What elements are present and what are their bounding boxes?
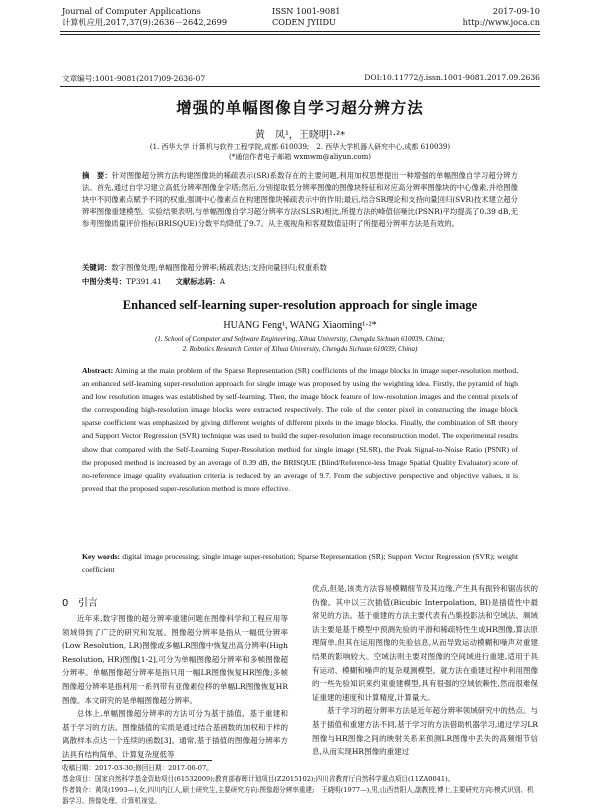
abstract-cn-text: 针对图像超分辨方法构建图像块的稀疏表示(SR)系数存在的主要问题,利用加权思想提出一种增强的单幅图像自学习超分辨方法。首先,通过自学习建立高低分辨率图像金字塔;然后,分别提取低分辨率图像的图像块特征和对应高分辨率图像块的中心像素,并给图像块中不同像素点赋予不同的权重,强调中心像素点在构建图像块稀疏表示中的作用;最后,结合SR理论和支持向量回归(SVR)技术建立超分辨率图像重建模型。实验结果表明,与单幅图像自学习超分辨率方法(SLSR)相比,所提方法的峰值信噪比(PSNR)平均提高了0.39 dB,无参考图像质量评价指标(BRISQUE)分数平均降低了9.7。从主观视角和客观数值证明了所提超分辨率方法是有效的。 [82,171,518,228]
doc-code-value: A [219,277,226,286]
abstract-en-text: Aiming at the main problem of the Sparse Representation (SR) coefficients of the image blocks in image super-resolution method, an enhanced self-learning super-resolution approach for single image was proposed by using the weighting idea. Firstly, the pyramid of high and low resolution images was established by self-learning. Then, the image block feature of low-resolution images and the central pixels of the corresponding high-resolution image blocks were extracted respectively. The role of the center pixel in constructing the image block sparse coefficient was emphasized by giving different weights of different pixels in the image blocks. Finally, the combination of SR theory and Support Vector Regression (SVR) technique was used to build the super-resolution image reconstruction model. The experimental results show that compared with the Self-Learning Super-Resolution method for single image (SLSR), the Peak Signal-to-Noise Ratio (PSNR) of the proposed method is increased by an average of 0.39 dB, the BRISQUE (Blind/Reference-less Image Spatial Quality Evaluator) score of no-reference image quality evaluation criteria is reduced by an average of 9.7. From the subjective perspective and objective values, it is proved that the proposed super-resolution method is more effective. [82,366,519,493]
abstract-cn-label: 摘 要： [82,171,112,180]
footnote-bio: 作者简介：黄凤(1993—),女,四川内江人,硕士研究生,主要研究方向:图像超分辨率重建; 王晓明(1977—),男,山西昔阳人,副教授,博士,主要研究方向:模式识别、机器学习、图像处理、计算机视觉。 [62,786,534,805]
paragraph: 优点,但是,该类方法容易模糊细节及其边缘,产生具有振铃和锯齿状的伪像。其中以三次插值(Bicubic Interpolation, BI)是插值性中最常见的方法。基于重建的方法主要代表有凸集投影法和空域法、频域法主要是基于模型中预测先验的平滑和稀疏特性生成HR图像,算法原理简单,但其在运用图像的先验信息,从而导致运动模糊和噪声对重建结果的影响较大。空域法则主要对图像的空间域进行重建,适用于具有运动、模糊和噪声的复杂观测模型。就方法在重建过程中利用图像的一些先验知识来约束重建模型,具有很强的空域依赖性,然而很难保证重建的速度和计算精度,计算量大。 [312,584,538,702]
header-issn [272,6,341,28]
header-rule-top [60,31,540,32]
title-en: Enhanced self-learning super-resolution approach for single image [122,298,478,312]
abstract-en-label: Abstract: [82,366,114,375]
paragraph: 总体上,单幅图像超分辨率的方法可分为基于插值、基于重建和基于学习的方法。图像插值的实质是通过结合基函数的加权和于样的离散样本点达一个连续的函数[3]。通常,基于插值的图像超分辨率方法具有结构简单、计算复杂度低等 [62,709,288,759]
body-column-left [62,612,288,762]
body-column-right [312,582,538,759]
ids-rule [60,86,540,87]
title-cn: 增强的单幅图像自学习超分辨方法 [176,99,424,117]
clc-value: TP391.41 [126,277,162,286]
paragraph: 基于学习的超分辨率方法是近年超分辨率领域研究中的热点。与基于插值和重建方法不同,基于学习的方法借助机器学习,通过学习LR图像与HR图像之间的映射关系来预测LR图像中丢失的高频细节信息,从而实现HR图像的重建过 [312,706,538,757]
keywords-cn-label: 关键词： [82,263,112,272]
authors-en: HUANG Feng¹, WANG Xiaoming¹·²* [223,320,377,331]
issn: ISSN 1001-9081 [272,6,341,16]
header-journal [62,6,227,28]
authors-cn: 黄 凤¹，王晓明¹·²* [254,130,346,141]
doc-code-label: 文献标志码： [175,277,220,286]
classification [82,276,518,288]
section-heading [62,594,98,609]
abstract-cn [82,170,518,230]
keywords-cn-text: 数字图像处理;单幅图像超分辨率;稀疏表达;支持向量回归;权重系数 [111,263,327,272]
footnote-rule [62,760,212,761]
section-title: 引言 [77,598,98,609]
coden: CODEN JYIIDU [272,17,336,27]
section-number: 0 [62,598,69,609]
affiliation-en-1: (1. School of Computer and Software Engineering, Xihua University, Chengdu Sichuan 610039, China; [155,335,445,343]
journal-name-en: Journal of Computer Applications [62,6,201,16]
keywords-cn [82,262,518,274]
journal-url: http://www.joca.cn [462,17,540,27]
affiliation-cn: (1. 西华大学 计算机与软件工程学院,成都 610039; 2. 西华大学机器人研究中心,成都 610039) [149,143,451,151]
email-cn: (*通信作者电子邮箱 wxmwm@aliyun.com) [228,153,371,161]
keywords-en [82,550,518,576]
article-number: 文章编号:1001-9081(2017)09-2636-07 [62,74,206,83]
clc-label: 中图分类号： [82,277,127,286]
header-date [463,6,540,28]
footnote-received: 收稿日期：2017-03-30;修回日期：2017-06-07。 [62,764,213,772]
affiliation-en-2: 2. Robotics Research Center of Xihua University, Chengdu Sichuan 610039, China) [182,345,418,353]
header-rule-bottom [60,34,540,35]
paragraph: 近年来,数字图像的超分辨率重建问题在图像科学和工程应用等领域得到了广泛的研究和发展。图像超分辨率是指从一幅低分辨率(Low Resolution, LR)图像或多幅LR图像中恢复出高分辨率(High Resolution, HR)图像[1-2],可分为单幅图像超分辨率和多帧图像超分辨率。单幅图像超分辨率是指只用一幅LR图像恢复HR图像;多帧图像超分辨率是指利用一系列带有亚像素位移的单幅LR图像恢复HR图像。本文研究的是单幅图像超分辨率。 [62,614,288,705]
journal-citation-cn: 计算机应用,2017,37(9):2636－2642,2699 [62,17,228,27]
publish-date: 2017-09-10 [492,6,540,16]
abstract-en [82,364,518,495]
keywords-en-text: digital image processing; single image super-resolution; Sparse Representation (SR); Support Vector Regression (SVR); weight coefficient [82,552,519,575]
keywords-en-label: Key words: [82,552,121,561]
footnote-funding: 基金项目：国家自然科学基金资助项目(61532009);教育部春晖计划项目(Z2015102);四川省教育厅自然科学重点项目(11ZA0041)。 [62,775,455,783]
doi: DOI:10.11772/j.issn.1001-9081.2017.09.2636 [364,73,540,82]
